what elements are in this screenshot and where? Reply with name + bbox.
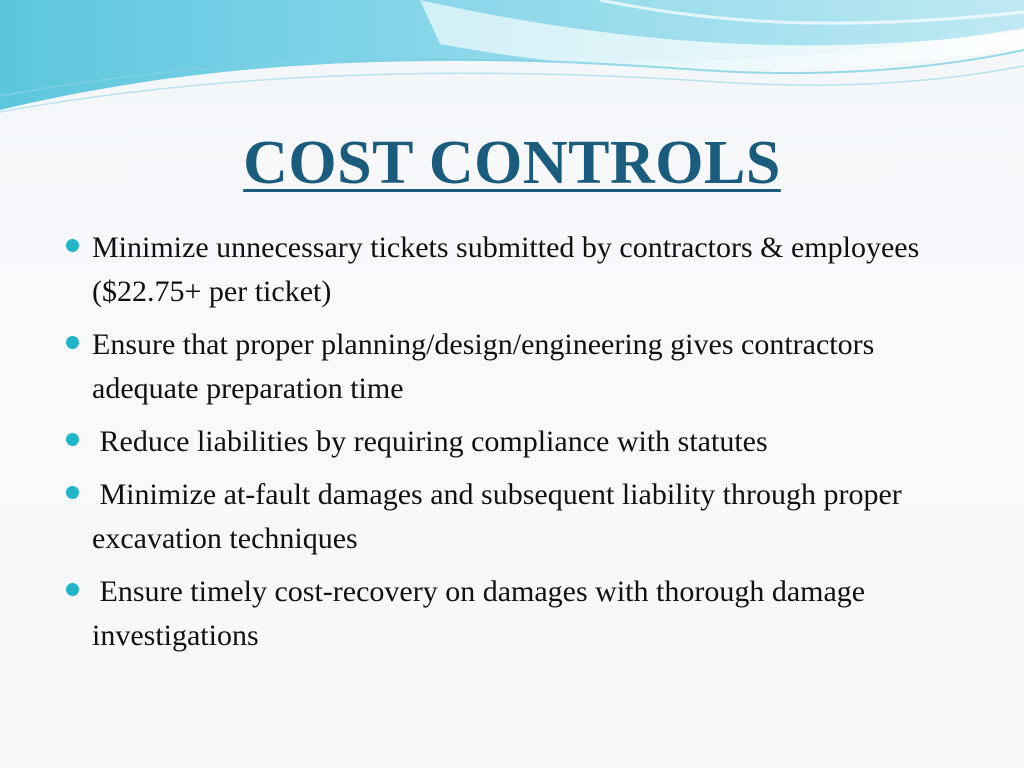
- bullet-dot-icon: [66, 336, 79, 349]
- bullet-text: Ensure timely cost-recovery on damages with thorough damage investigations: [92, 575, 873, 652]
- bullet-item: [64, 420, 964, 464]
- bullet-list: [64, 226, 964, 667]
- bullet-item: [64, 570, 964, 658]
- slide-title: COST CONTROLS: [243, 129, 781, 197]
- bullet-dot-icon: [66, 583, 79, 596]
- bullet-text: Reduce liabilities by requiring compliance with statutes: [92, 425, 768, 458]
- bullet-item: [64, 226, 964, 314]
- bullet-text: Minimize at-fault damages and subsequent liability through proper excavation techniques: [92, 478, 910, 555]
- bullet-dot-icon: [66, 433, 79, 446]
- bullet-text: Ensure that proper planning/design/engineering gives contractors adequate preparation time: [92, 328, 875, 405]
- bullet-dot-icon: [66, 239, 79, 252]
- bullet-item: [64, 473, 964, 561]
- bullet-item: [64, 323, 964, 411]
- bullet-text: Minimize unnecessary tickets submitted by contractors & employees ($22.75+ per ticket): [92, 231, 920, 308]
- bullet-dot-icon: [66, 486, 79, 499]
- wave-decoration: [0, 0, 1024, 130]
